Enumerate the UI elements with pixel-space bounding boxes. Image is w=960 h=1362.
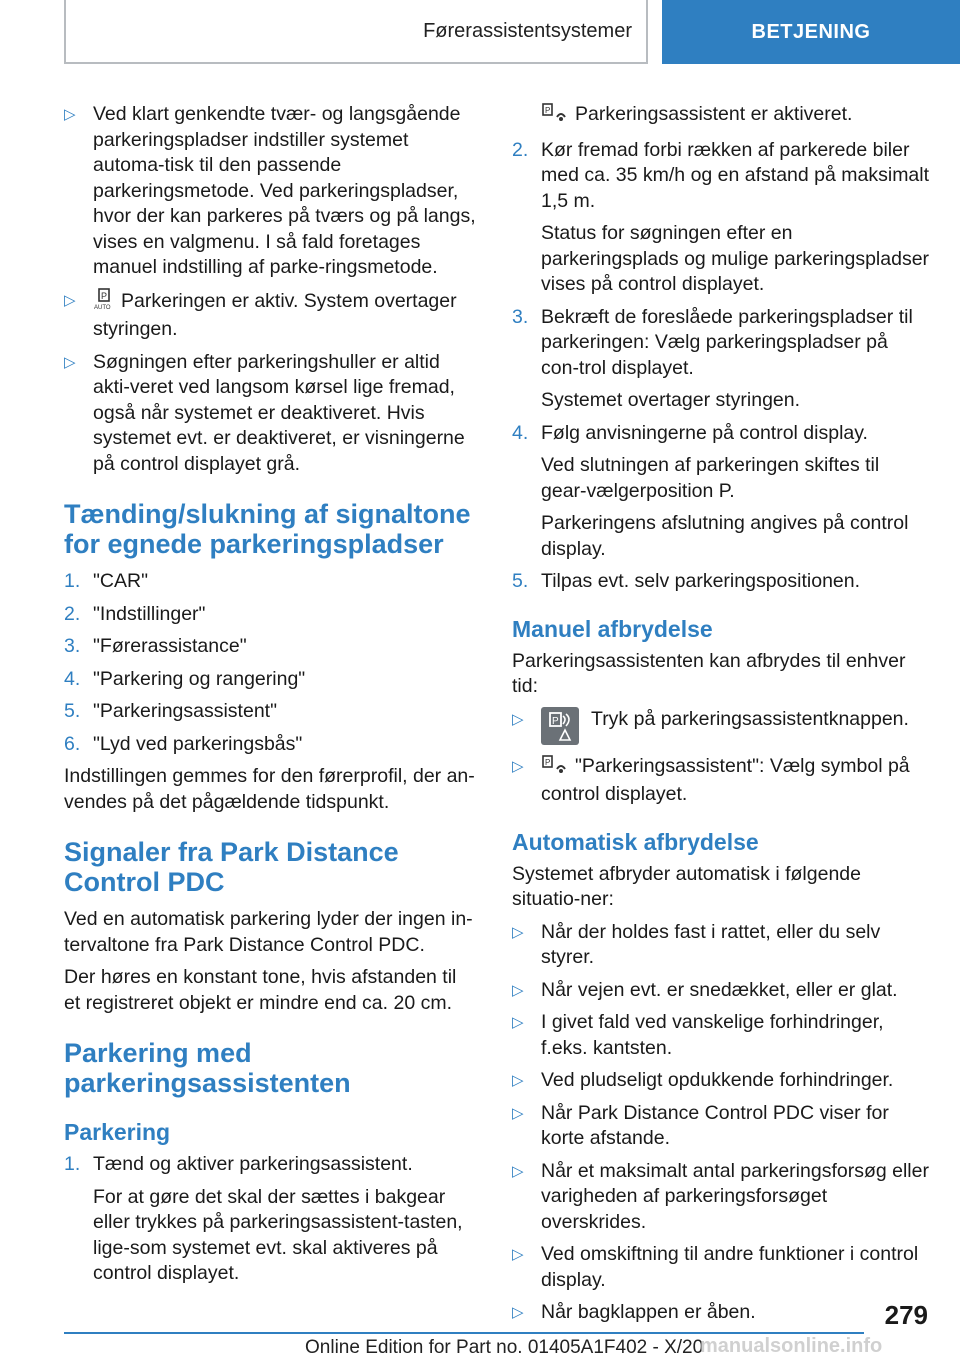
triangle-bullet-icon: ▷ bbox=[512, 757, 524, 775]
right-column bbox=[512, 102, 930, 1333]
paragraph: Systemet afbryder automatisk i følgende situatio-ner: bbox=[512, 862, 861, 910]
triangle-bullet-icon: ▷ bbox=[512, 1072, 524, 1089]
heading-pdc: Signaler fra Park Distance Control PDC bbox=[64, 837, 399, 897]
triangle-bullet-icon: ▷ bbox=[512, 710, 524, 728]
watermark: manualsonline.info bbox=[700, 1335, 883, 1357]
paragraph: Status for søgningen efter en parkeringsplads og mulige parkeringspladser vises på control displayet. bbox=[541, 222, 930, 295]
list-item: 3. "Førerassistance" bbox=[64, 635, 247, 657]
list-item: 4. "Parkering og rangering" bbox=[64, 667, 306, 690]
heading-parking-assistant: Parkering med parkeringsassistenten bbox=[64, 1038, 351, 1098]
park-assistant-button-icon bbox=[541, 707, 579, 745]
park-auto-icon bbox=[93, 288, 115, 318]
paragraph: P Parkeringsassistent er aktiveret. bbox=[512, 102, 930, 131]
paragraph: Systemet overtager styringen. bbox=[541, 389, 801, 411]
list-item: ▷ Søgningen efter parkeringshuller er altid akti-veret ved langsom kørsel lige fremad, også når systemet er deaktiveret. Hvis systemet evt. er deaktiveret, er visningerne på control displayet grå. bbox=[64, 350, 465, 475]
svg-text:P: P bbox=[545, 757, 551, 767]
list-item: ▷ Ved omskiftning til andre funktioner i control display. bbox=[512, 1243, 919, 1291]
svg-text:P: P bbox=[545, 106, 551, 115]
svg-text:P: P bbox=[552, 715, 559, 727]
list-item: 3. Bekræft de foreslåede parkeringspladser til parkeringen: Vælg parkeringspladser på con-trol displayet. bbox=[512, 305, 913, 379]
list-item: ▷ P "Parkeringsassistent": Vælg symbol på control displayet. bbox=[512, 754, 910, 805]
list-item: ▷ P AUTO Parkeringen er aktiv. System overtager styringen. bbox=[64, 289, 457, 340]
subheading-automatic: Automatisk afbrydelse bbox=[512, 828, 759, 855]
list-item: 5. "Parkeringsassistent" bbox=[64, 700, 278, 722]
list-item: ▷ Når et maksimalt antal parkeringsforsøg eller varigheden af parkeringsforsøget overskrides. bbox=[512, 1159, 929, 1233]
triangle-bullet-icon: ▷ bbox=[512, 1162, 524, 1180]
paragraph: For at gøre det skal der sættes i bakgear eller trykkes på parkeringsassistent-tasten, lige-som systemet evt. skal aktiveres på control displayet. bbox=[93, 1185, 463, 1284]
page-number: 279 bbox=[884, 1300, 928, 1330]
list-item: 4. Følg anvisningerne på control display. bbox=[512, 421, 868, 444]
list-item: ▷ Når der holdes fast i rattet, eller du selv styrer. bbox=[512, 920, 881, 968]
list-item: 5. Tilpas evt. selv parkeringspositionen. bbox=[512, 570, 861, 592]
triangle-bullet-icon: ▷ bbox=[64, 291, 76, 309]
list-item: 6. "Lyd ved parkeringsbås" bbox=[64, 732, 303, 755]
list-item: ▷ P Tryk på parkeringsassistentknappen. bbox=[512, 707, 930, 747]
triangle-bullet-icon: ▷ bbox=[512, 1014, 524, 1031]
list-item: ▷ Når Park Distance Control PDC viser for korte afstande. bbox=[512, 1101, 889, 1149]
left-column bbox=[64, 102, 478, 1294]
list-item: 2. "Indstillinger" bbox=[64, 602, 206, 625]
svg-text:P: P bbox=[101, 290, 108, 301]
paragraph: Indstillingen gemmes for den førerprofil, der an-vendes på det pågældende tidspunkt. bbox=[64, 765, 475, 813]
list-item: 1. "CAR" bbox=[64, 570, 149, 592]
park-assistant-icon bbox=[541, 103, 569, 131]
list-item: ▷ Ved pludseligt opdukkende forhindringer. bbox=[512, 1068, 930, 1094]
list-item: 2. Kør fremad forbi rækken af parkerede biler med ca. 35 km/h og en afstand på maksimalt 1,5 m. bbox=[512, 138, 930, 212]
footer-edition: Online Edition for Part no. 01405A1F402 - X/20 bbox=[305, 1337, 704, 1358]
svg-text:AUTO: AUTO bbox=[94, 304, 111, 310]
footer-rule bbox=[64, 1332, 864, 1334]
paragraph: Ved slutningen af parkeringen skiftes til gear-vælgerposition P. bbox=[541, 454, 880, 502]
list-item: ▷ Når vejen evt. er snedækket, eller er glat. bbox=[512, 978, 930, 1004]
list-item: ▷ I givet fald ved vanskelige forhindringer, f.eks. kantsten. bbox=[512, 1011, 884, 1059]
triangle-bullet-icon: ▷ bbox=[64, 106, 76, 123]
header-chapter: BETJENING bbox=[662, 0, 960, 64]
triangle-bullet-icon: ▷ bbox=[512, 923, 524, 941]
list-item: ▷ Ved klart genkendte tvær- og langsgående parkeringspladser indstiller systemet automa-tisk til den passende parkeringsmetode. Ved parkeringspladser, hvor der kan parkeres på tværs og på langs, vises en valgmenu. I så fald foretages manuel indstilling af parke-ringsmetode. bbox=[64, 103, 476, 278]
list-item: 1. Tænd og aktiver parkeringsassistent. bbox=[64, 1153, 413, 1175]
triangle-bullet-icon: ▷ bbox=[512, 1246, 524, 1263]
paragraph: Ved en automatisk parkering lyder der ingen in-tervaltone fra Park Distance Control PDC. bbox=[64, 908, 473, 956]
triangle-bullet-icon: ▷ bbox=[512, 1304, 524, 1321]
header-section: Førerassistentsystemer bbox=[64, 0, 648, 64]
subheading-manual: Manuel afbrydelse bbox=[512, 615, 713, 642]
park-assistant-icon bbox=[541, 755, 569, 783]
triangle-bullet-icon: ▷ bbox=[512, 1104, 524, 1122]
paragraph: Parkeringens afslutning angives på control display. bbox=[541, 512, 909, 560]
list-item: ▷ Når bagklappen er åben. bbox=[512, 1300, 930, 1326]
paragraph: Der høres en konstant tone, hvis afstanden til et registreret objekt er mindre end ca. 20 cm. bbox=[64, 966, 457, 1014]
paragraph: Parkeringsassistenten kan afbrydes til enhver tid: bbox=[512, 649, 906, 697]
heading-signal-tone: Tænding/slukning af signaltone for egnede parkeringspladser bbox=[64, 499, 471, 559]
triangle-bullet-icon: ▷ bbox=[512, 981, 524, 999]
subheading-parking: Parkering bbox=[64, 1119, 171, 1145]
triangle-bullet-icon: ▷ bbox=[64, 353, 76, 371]
